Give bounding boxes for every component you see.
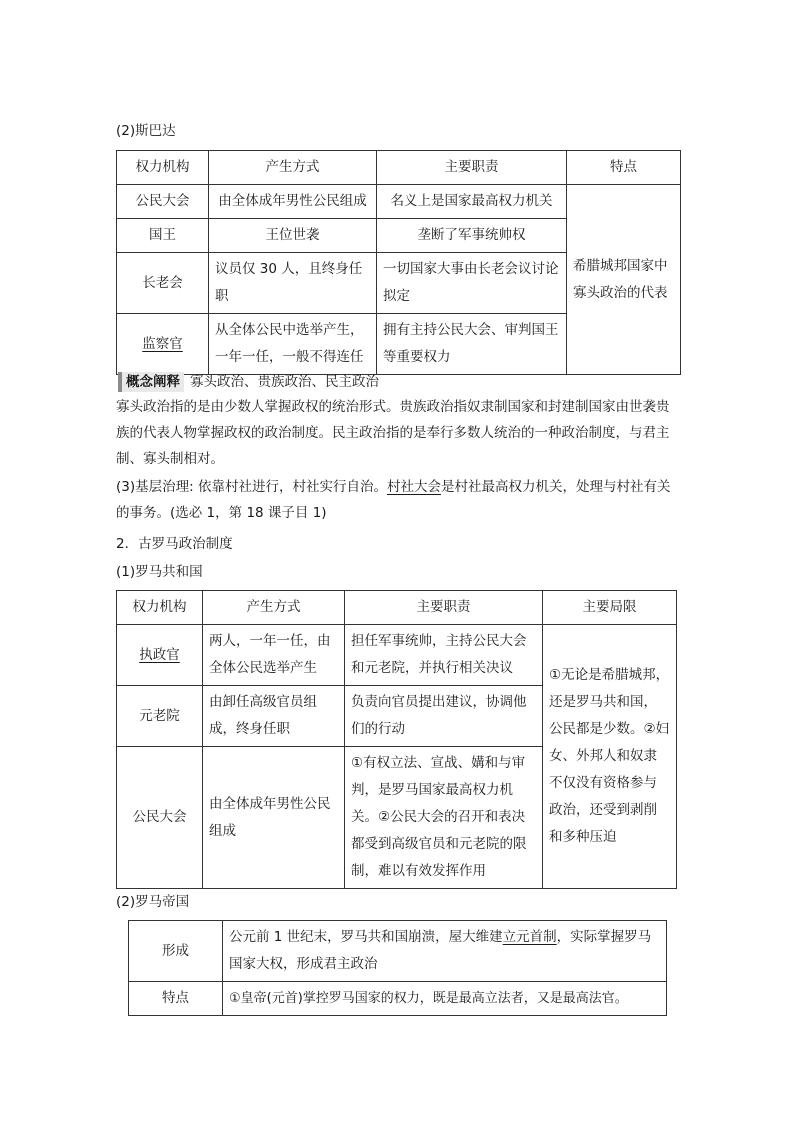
formation-prefix: 公元前 1 世纪末，罗马共和国崩溃，屋大维建 bbox=[229, 929, 503, 945]
header-limitation: 主要局限 bbox=[543, 591, 677, 625]
concept-heading bbox=[118, 372, 379, 392]
grassroots-text bbox=[116, 474, 678, 526]
duty-cell: 担任军事统帅，主持公民大会和元老院，并执行相关决议 bbox=[345, 625, 543, 686]
organ-cell: 监察官 bbox=[117, 314, 209, 375]
concept-title: 寡头政治、贵族政治、民主政治 bbox=[190, 374, 379, 390]
duty-cell: 负责向官员提出建议，协调他们的行动 bbox=[345, 686, 543, 747]
header-feature: 特点 bbox=[567, 151, 681, 185]
header-power-organ: 权力机构 bbox=[117, 591, 203, 625]
method-cell: 两人，一年一任，由全体公民选举产生 bbox=[203, 625, 345, 686]
method-cell: 议员仅 30 人，且终身任职 bbox=[209, 253, 377, 314]
concept-tag: 概念阐释 bbox=[118, 372, 184, 392]
feature-label: 特点 bbox=[129, 982, 223, 1016]
formation-cell bbox=[223, 921, 667, 982]
duty-cell: ①有权立法、宣战、媾和与审判，是罗马国家最高权力机关。②公民大会的召开和表决都受到高级官员和元老院的限制，难以有效发挥作用 bbox=[345, 747, 543, 889]
feature-cell: ①皇帝(元首)掌控罗马国家的权力，既是最高立法者，又是最高法官。 bbox=[223, 982, 667, 1016]
republic-heading: (1)罗马共和国 bbox=[116, 564, 203, 580]
rome-heading: 2．古罗马政治制度 bbox=[116, 536, 233, 552]
organ-cell: 执政官 bbox=[117, 625, 203, 686]
organ-cell: 元老院 bbox=[117, 686, 203, 747]
limitation-cell: ①无论是希腊城邦，还是罗马共和国，公民都是少数。②妇女、外邦人和奴隶不仅没有资格参与政治，还受到剥削和多种压迫 bbox=[543, 625, 677, 889]
duty-cell: 一切国家大事由长老会议讨论拟定 bbox=[377, 253, 567, 314]
sparta-table bbox=[116, 150, 681, 375]
table-row bbox=[117, 625, 677, 686]
table-row bbox=[129, 982, 667, 1016]
republic-table bbox=[116, 590, 677, 889]
empire-table bbox=[128, 920, 667, 1016]
header-method: 产生方式 bbox=[209, 151, 377, 185]
concept-text: 寡头政治指的是由少数人掌握政权的统治形式。贵族政治指奴隶制国家和封建制国家由世袭贵族的代表人物掌握政权的政治制度。民主政治指的是奉行多数人统治的一种政治制度，与君主制、寡头制相对。 bbox=[116, 399, 670, 467]
header-duty: 主要职责 bbox=[345, 591, 543, 625]
header-method: 产生方式 bbox=[203, 591, 345, 625]
grassroots-prefix: (3)基层治理: 依靠村社进行，村社实行自治。 bbox=[116, 479, 387, 495]
header-power-organ: 权力机构 bbox=[117, 151, 209, 185]
duty-cell: 名义上是国家最高权力机关 bbox=[377, 185, 567, 219]
formation-suffix: ，实际掌握罗马国家大权，形成君主政治 bbox=[229, 929, 652, 972]
empire-heading: (2)罗马帝国 bbox=[116, 894, 190, 910]
sparta-heading: (2)斯巴达 bbox=[116, 123, 176, 139]
formation-label: 形成 bbox=[129, 921, 223, 982]
header-duty: 主要职责 bbox=[377, 151, 567, 185]
duty-cell: 拥有主持公民大会、审判国王等重要权力 bbox=[377, 314, 567, 375]
organ-cell: 长老会 bbox=[117, 253, 209, 314]
grassroots-term: 村社大会 bbox=[386, 479, 441, 495]
method-cell: 由全体成年男性公民组成 bbox=[209, 185, 377, 219]
organ-cell: 公民大会 bbox=[117, 185, 209, 219]
method-cell: 由卸任高级官员组成，终身任职 bbox=[203, 686, 345, 747]
method-cell: 由全体成年男性公民组成 bbox=[203, 747, 345, 889]
grassroots-suffix: 是村社最高权力机关，处理与村社有关的事务。(选必 1，第 18 课子目 1) bbox=[116, 479, 671, 521]
feature-cell: 希腊城邦国家中寡头政治的代表 bbox=[567, 185, 681, 375]
table-row bbox=[117, 185, 681, 219]
table-row bbox=[129, 921, 667, 982]
method-cell: 王位世袭 bbox=[209, 219, 377, 253]
formation-term: 立元首制 bbox=[502, 929, 557, 945]
organ-cell: 公民大会 bbox=[117, 747, 203, 889]
organ-cell: 国王 bbox=[117, 219, 209, 253]
duty-cell: 垄断了军事统帅权 bbox=[377, 219, 567, 253]
method-cell: 从全体公民中选举产生，一年一任，一般不得连任 bbox=[209, 314, 377, 375]
